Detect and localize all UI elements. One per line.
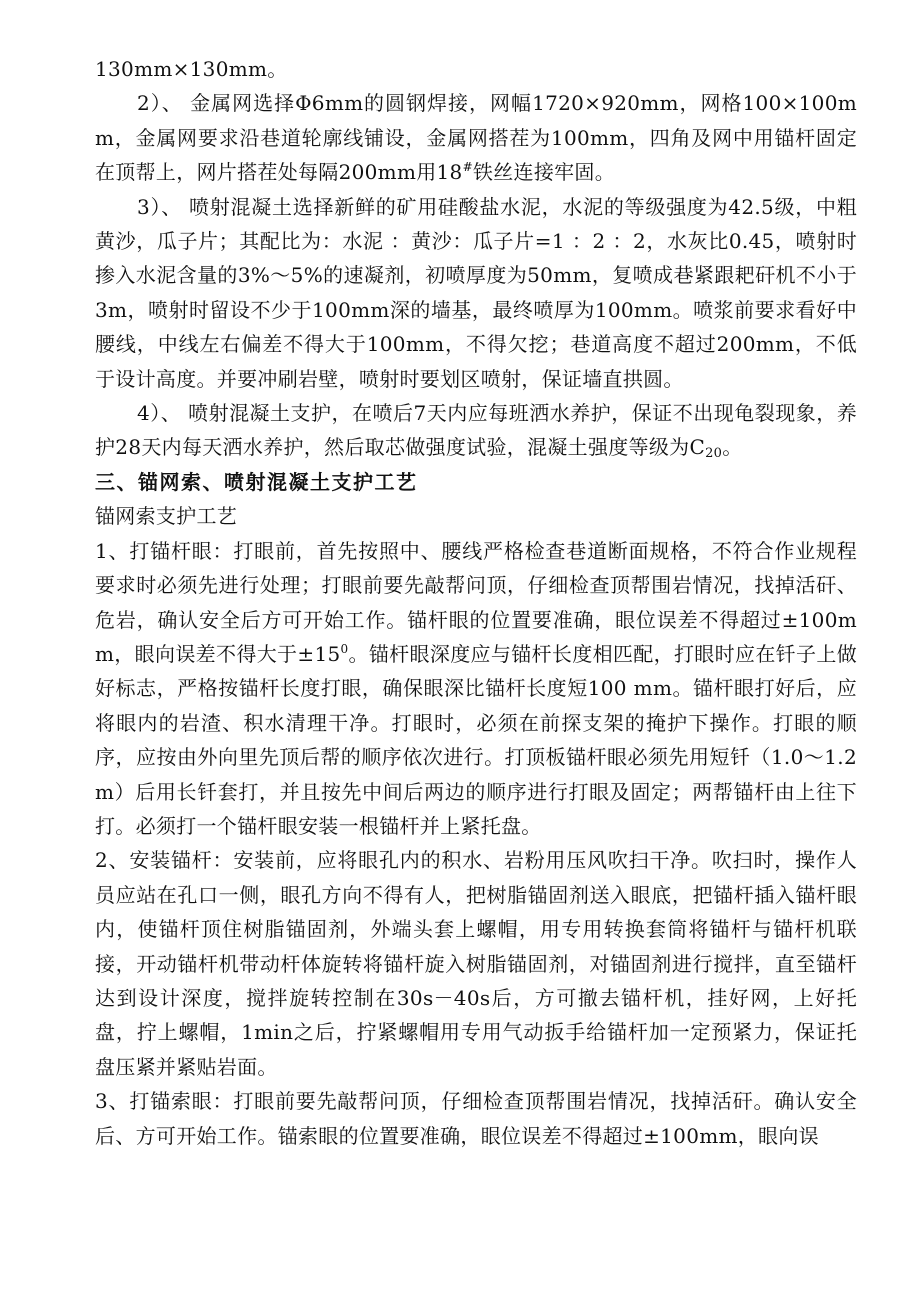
paragraph-text: 1、打锚杆眼：打眼前，首先按照中、腰线严格检查巷道断面规格，不符合作业规程要求时必须先进行处理；打眼前要先敲帮问顶，仔细检查顶帮围岩情况，找掉活矸、危岩，确认安全后方可开始工作。锚杆眼的位置要准确，眼位误差不得超过±100mm，眼向误差不得大于±15 xyxy=(95,538,857,666)
paragraph-metal-mesh xyxy=(95,86,857,189)
paragraph-shotcrete-curing xyxy=(95,396,857,465)
paragraph-install-bolts xyxy=(95,843,857,1084)
paragraph-drill-bolt-holes xyxy=(95,534,857,844)
section-heading: 三、锚网索、喷射混凝土支护工艺 xyxy=(95,469,418,494)
paragraph-shotcrete-mix xyxy=(95,190,857,396)
paragraph-text: 130mm×130mm。 xyxy=(95,57,288,81)
superscript: 0 xyxy=(340,641,349,656)
paragraph-text: 。锚杆眼深度应与锚杆长度相匹配，打眼时应在钎子上做好标志，严格按锚杆长度打眼，确保眼深比锚杆长度短100 mm。锚杆眼打好后，应将眼内的岩渣、积水清理干净。打眼时，必须在前探支架的掩护下操作。打眼的顺序，应按由外向里先顶后帮的顺序依次进行。打顶板锚杆眼必须先用短钎（1.0～1.2 m）后用长钎套打，并且按先中间后两边的顺序进行打眼及固定；两帮锚杆由上往下打。必须打一个锚杆眼安装一根锚杆并上紧托盘。 xyxy=(95,641,857,838)
paragraph-text: 2）、 金属网选择Φ6mm的圆钢焊接，网幅1720×920mm，网格100×100mm，金属网要求沿巷道轮廓线铺设，金属网搭茬为100mm，四角及网中用锚杆固定在顶帮上，网片搭茬处每隔200mm用18 xyxy=(95,91,857,185)
subscript: 20 xyxy=(705,446,723,462)
document-page xyxy=(95,52,857,1153)
subsection-heading: 锚网索支护工艺 xyxy=(95,504,238,529)
paragraph-text: 4）、 喷射混凝土支护，在喷后7天内应每班洒水养护，保证不出现龟裂现象，养护28天内每天洒水养护，然后取芯做强度试验，混凝土强度等级为C xyxy=(95,401,857,460)
paragraph-text: 3、打锚索眼：打眼前要先敲帮问顶，仔细检查顶帮围岩情况，找掉活矸。确认安全后、方可开始工作。锚索眼的位置要准确，眼位误差不得超过±100mm，眼向误 xyxy=(95,1089,857,1148)
paragraph-text: 3）、 喷射混凝土选择新鲜的矿用硅酸盐水泥，水泥的等级强度为42.5级，中粗黄沙，瓜子片；其配比为：水泥 ：黄沙：瓜子片=1 ：2 ：2，水灰比0.45，喷射时掺入水泥含量的3%～5%的速凝剂，初喷厚度为50mm，复喷成巷紧跟耙矸机不小于3m，喷射时留设不少于100mm深的墙基，最终喷厚为100mm。喷浆前要求看好中腰线，中线左右偏差不得大于100mm，不得欠挖；巷道高度不超过200mm，不低于设计高度。并要冲刷岩壁，喷射时要划区喷射，保证墙直拱圆。 xyxy=(95,194,857,391)
paragraph-text: 。 xyxy=(722,435,743,460)
paragraph-text: 铁丝连接牢固。 xyxy=(472,160,616,185)
paragraph-drill-cable-holes xyxy=(95,1084,857,1153)
paragraph-text: 2、安装锚杆：安装前，应将眼孔内的积水、岩粉用压风吹扫干净。吹扫时，操作人员应站在孔口一侧，眼孔方向不得有人，把树脂锚固剂送入眼底，把锚杆插入锚杆眼内，使锚杆顶住树脂锚固剂，外端头套上螺帽，用专用转换套筒将锚杆与锚杆机联接，开动锚杆机带动杆体旋转将锚杆旋入树脂锚固剂，对锚固剂进行搅拌，直至锚杆达到设计深度，搅拌旋转控制在30s－40s后，方可撤去锚杆机，挂好网，上好托盘，拧上螺帽，1min之后，拧紧螺帽用专用气动扳手给锚杆加一定预紧力，保证托盘压紧并紧贴岩面。 xyxy=(95,848,857,1079)
paragraph-dimension-tail xyxy=(95,52,857,86)
superscript: # xyxy=(462,160,473,175)
